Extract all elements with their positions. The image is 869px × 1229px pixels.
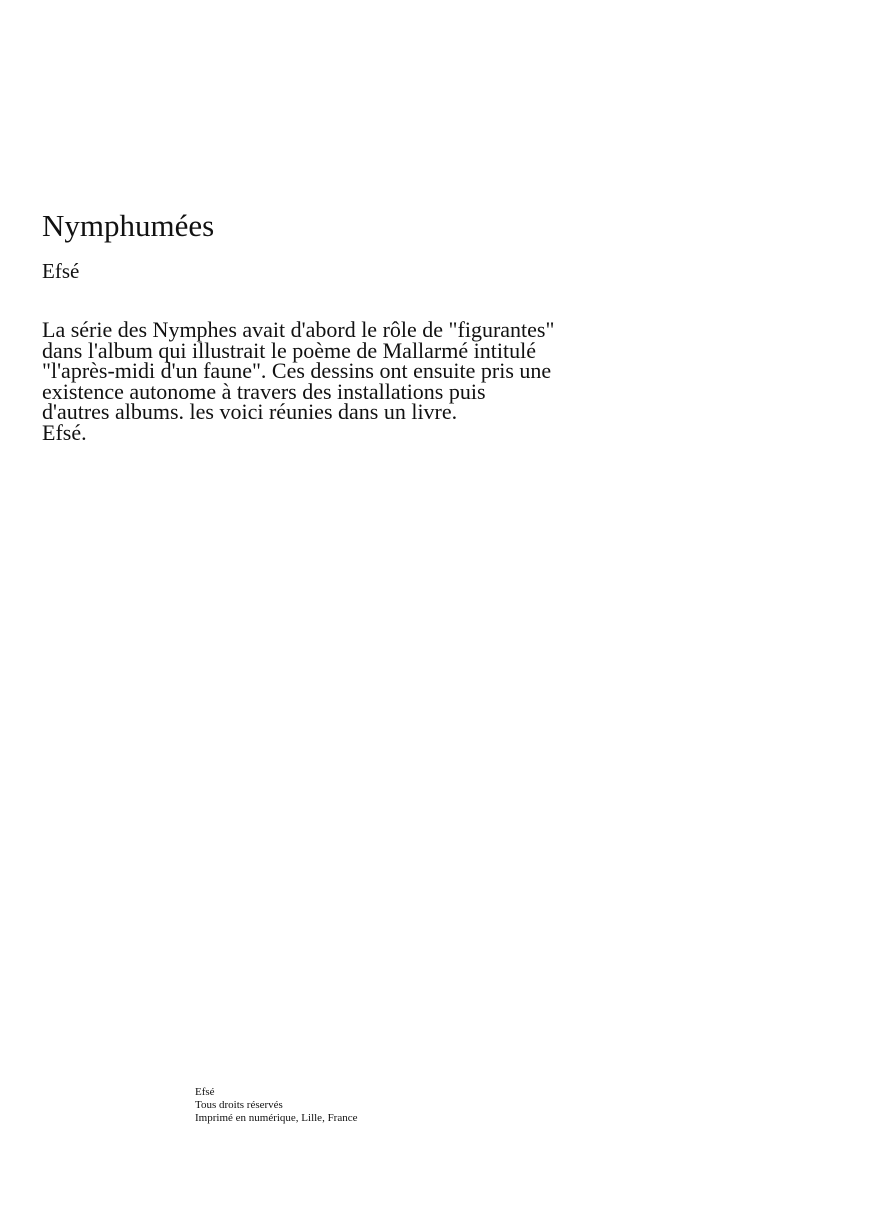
description-line: "l'après-midi d'un faune". Ces dessins ont ensuite pris une — [42, 358, 552, 383]
description-line: La série des Nymphes avait d'abord le rôle de "figurantes" — [42, 317, 555, 342]
book-description — [42, 317, 682, 445]
colophon — [195, 1086, 358, 1125]
colophon-rights: Tous droits réservés — [195, 1099, 283, 1111]
description-line: d'autres albums. les voici réunies dans un livre. — [42, 399, 458, 424]
colophon-printing: Imprimé en numérique, Lille, France — [195, 1112, 358, 1124]
description-line: existence autonome à travers des installations puis — [42, 378, 486, 404]
colophon-author: Efsé — [195, 1086, 215, 1098]
description-signature: Efsé. — [42, 419, 87, 445]
book-title: Nymphumées — [42, 208, 215, 243]
description-line: dans l'album qui illustrait le poème de Mallarmé intitulé — [42, 337, 536, 363]
book-author: Efsé — [42, 259, 80, 283]
